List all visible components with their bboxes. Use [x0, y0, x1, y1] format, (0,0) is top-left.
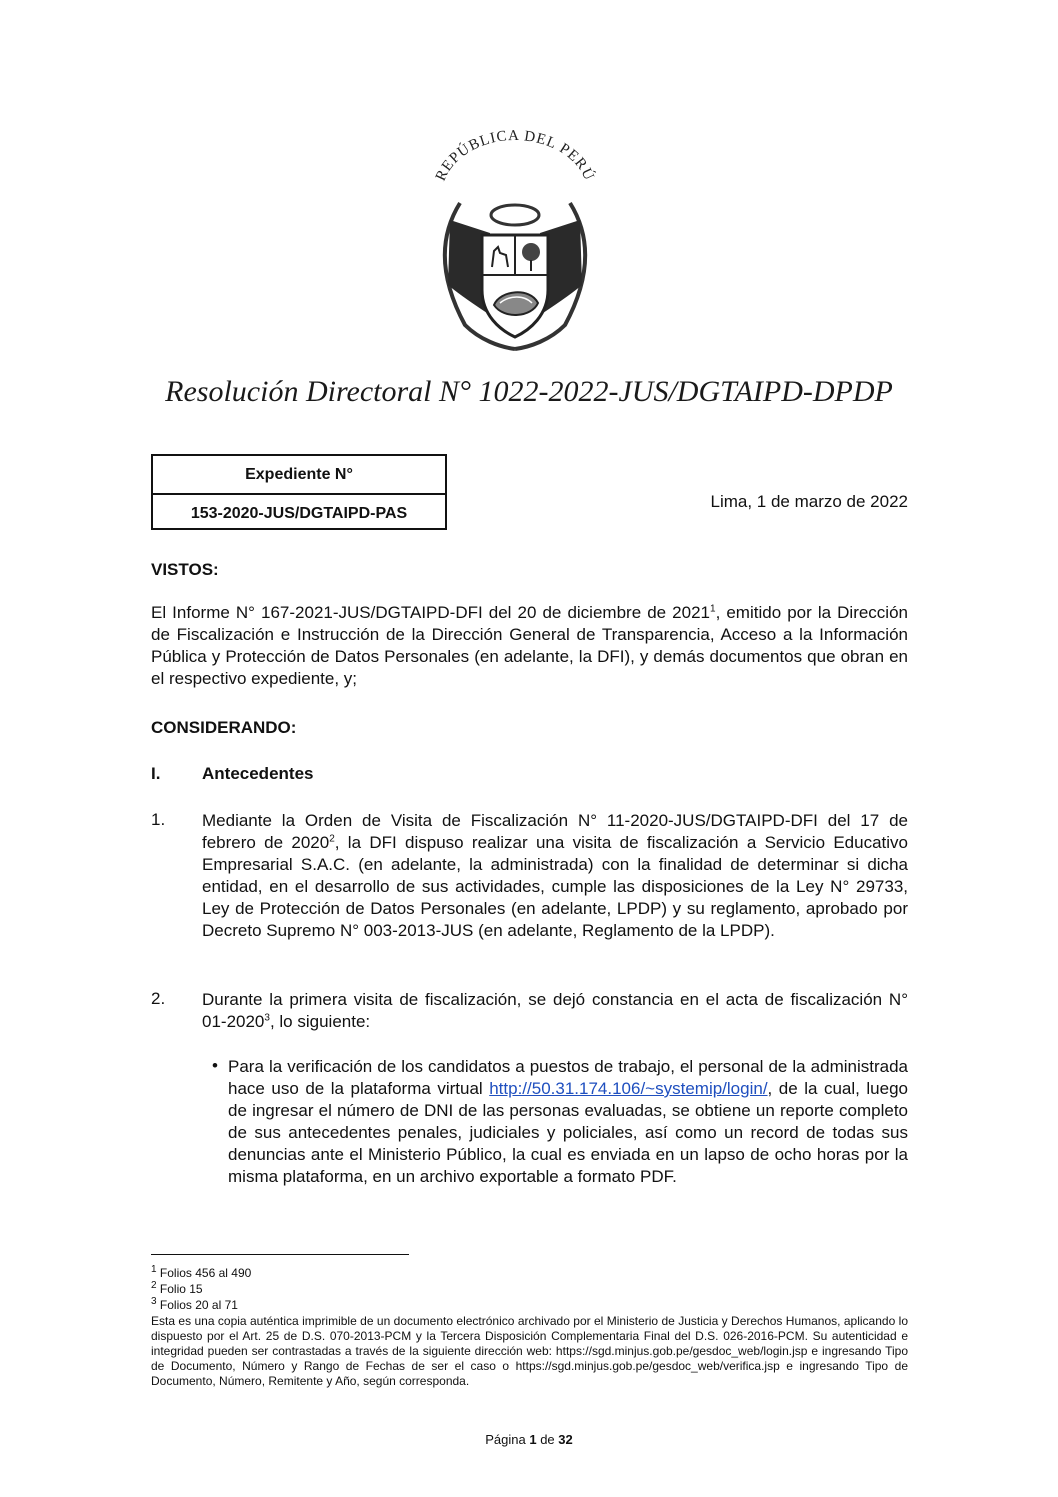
vistos-text-after: , emitido por la Dirección de Fiscalización e Instrucción de la Dirección General de Transparencia, Acceso a la Información Pública y Protección de Datos Personales (en adelante, la DFI), y demás documentos que obran en el respectivo expediente, y;	[151, 603, 908, 688]
vistos-paragraph	[151, 602, 908, 690]
footnote-divider	[151, 1254, 409, 1255]
page-of: de	[540, 1432, 555, 1447]
item-2-paragraph	[202, 989, 908, 1033]
footnote-ref-1: 1	[710, 603, 716, 615]
footnote-ref-3: 3	[264, 1012, 270, 1024]
bullet-1-text-after: , de la cual, luego de ingresar el número de DNI de las personas evaluadas, se obtiene un reporte completo de sus antecedentes penales, judiciales y policiales, así como un record de todas sus denuncias ante el Ministerio Público, la cual es enviada en un lapso de ocho horas por la misma plataforma, en un archivo exportable a formato PDF.	[228, 1079, 909, 1186]
svg-text:REPÚBLICA DEL PERÚ	[433, 128, 598, 184]
footnote-3-text: Folios 20 al 71	[156, 1298, 238, 1312]
vistos-heading: VISTOS:	[151, 560, 219, 579]
expediente-number: 153-2020-JUS/DGTAIPD-PAS	[190, 504, 408, 522]
bullet-icon: •	[212, 1056, 218, 1075]
footnote-1-mark: 1	[151, 1264, 157, 1275]
footnote-3-mark: 3	[151, 1296, 157, 1307]
expediente-label: Expediente N°	[153, 456, 445, 495]
item-2-text-after: , lo siguiente:	[269, 1012, 371, 1031]
item-2-text-before: Durante la primera visita de fiscalización, se dejó constancia en el acta de fiscalización N° 01-2020	[202, 990, 908, 1031]
vistos-text-before: El Informe N° 167-2021-JUS/DGTAIPD-DFI del 20 de diciembre de 2021	[151, 603, 710, 622]
footnote-ref-2: 2	[329, 833, 335, 845]
considerando-heading: CONSIDERANDO:	[151, 718, 297, 737]
systemip-link[interactable]: http://50.31.174.106/~systemip/login/	[489, 1079, 768, 1098]
page-current: 1	[529, 1432, 537, 1447]
item-1-text-after: , la DFI dispuso realizar una visita de fiscalización a Servicio Educativo Empresarial S.A.C. (en adelante, la administrada) con la finalidad de determinar si dicha entidad, en el desarrollo de sus actividades, cumple las disposiciones de la Ley N° 29733, Ley de Protección de Datos Personales (en adelante, LPDP) y su reglamento, aprobado por Decreto Supremo N° 003-2013-JUS (en adelante, Reglamento de la LPDP).	[202, 833, 908, 940]
resolution-title: Resolución Directoral N° 1022-2022-JUS/DGTAIPD-DPDP	[165, 375, 893, 408]
item-1-paragraph	[202, 810, 908, 942]
page-total: 32	[558, 1432, 573, 1447]
section-title: Antecedentes	[202, 764, 314, 783]
footnote-2	[151, 1282, 203, 1296]
document-date: Lima, 1 de marzo de 2022	[710, 492, 908, 511]
item-2-number: 2.	[151, 989, 166, 1008]
bullet-1-text-before: Para la verificación de los candidatos a puestos de trabajo, el personal de la administrada hace uso de la plataforma virtual	[228, 1057, 908, 1098]
footnote-3	[151, 1298, 238, 1312]
authenticity-note: Esta es una copia auténtica imprimible de un documento electrónico archivado por el Ministerio de Justicia y Derechos Humanos, aplicando lo dispuesto por el Art. 25 de D.S. 070-2013-PCM y la Tercera Disposición Complementaria Final del D.S. 026-2016-PCM. Su autenticidad e integridad pueden ser contrastadas a través de la siguiente dirección web: https://sgd.minjus.gob.pe/gesdoc_web/login.jsp e ingresando Tipo de Documento, Número y Rango de Fechas de ser el caso o https://sgd.minjus.gob.pe/gesdoc_web/verifica.jsp e ingresando Tipo de Documento, Número, Remitente y Año, según corresponda.	[151, 1314, 908, 1388]
page-number	[0, 1432, 1058, 1447]
bullet-1-paragraph	[228, 1056, 908, 1188]
footnote-1	[151, 1266, 251, 1280]
seal-text: REPÚBLICA DEL PERÚ	[432, 127, 598, 184]
coat-of-arms-seal	[420, 125, 610, 355]
item-1-text-before: Mediante la Orden de Visita de Fiscalización N° 11-2020-JUS/DGTAIPD-DFI del 17 de febrero de 2020	[202, 811, 908, 852]
section-number: I.	[151, 764, 161, 783]
footnote-2-mark: 2	[151, 1280, 157, 1291]
expediente-box	[151, 454, 447, 530]
page-label: Página	[485, 1432, 526, 1447]
footnote-1-text: Folios 456 al 490	[156, 1266, 252, 1280]
footnote-2-text: Folio 15	[156, 1282, 203, 1296]
item-1-number: 1.	[151, 810, 166, 829]
